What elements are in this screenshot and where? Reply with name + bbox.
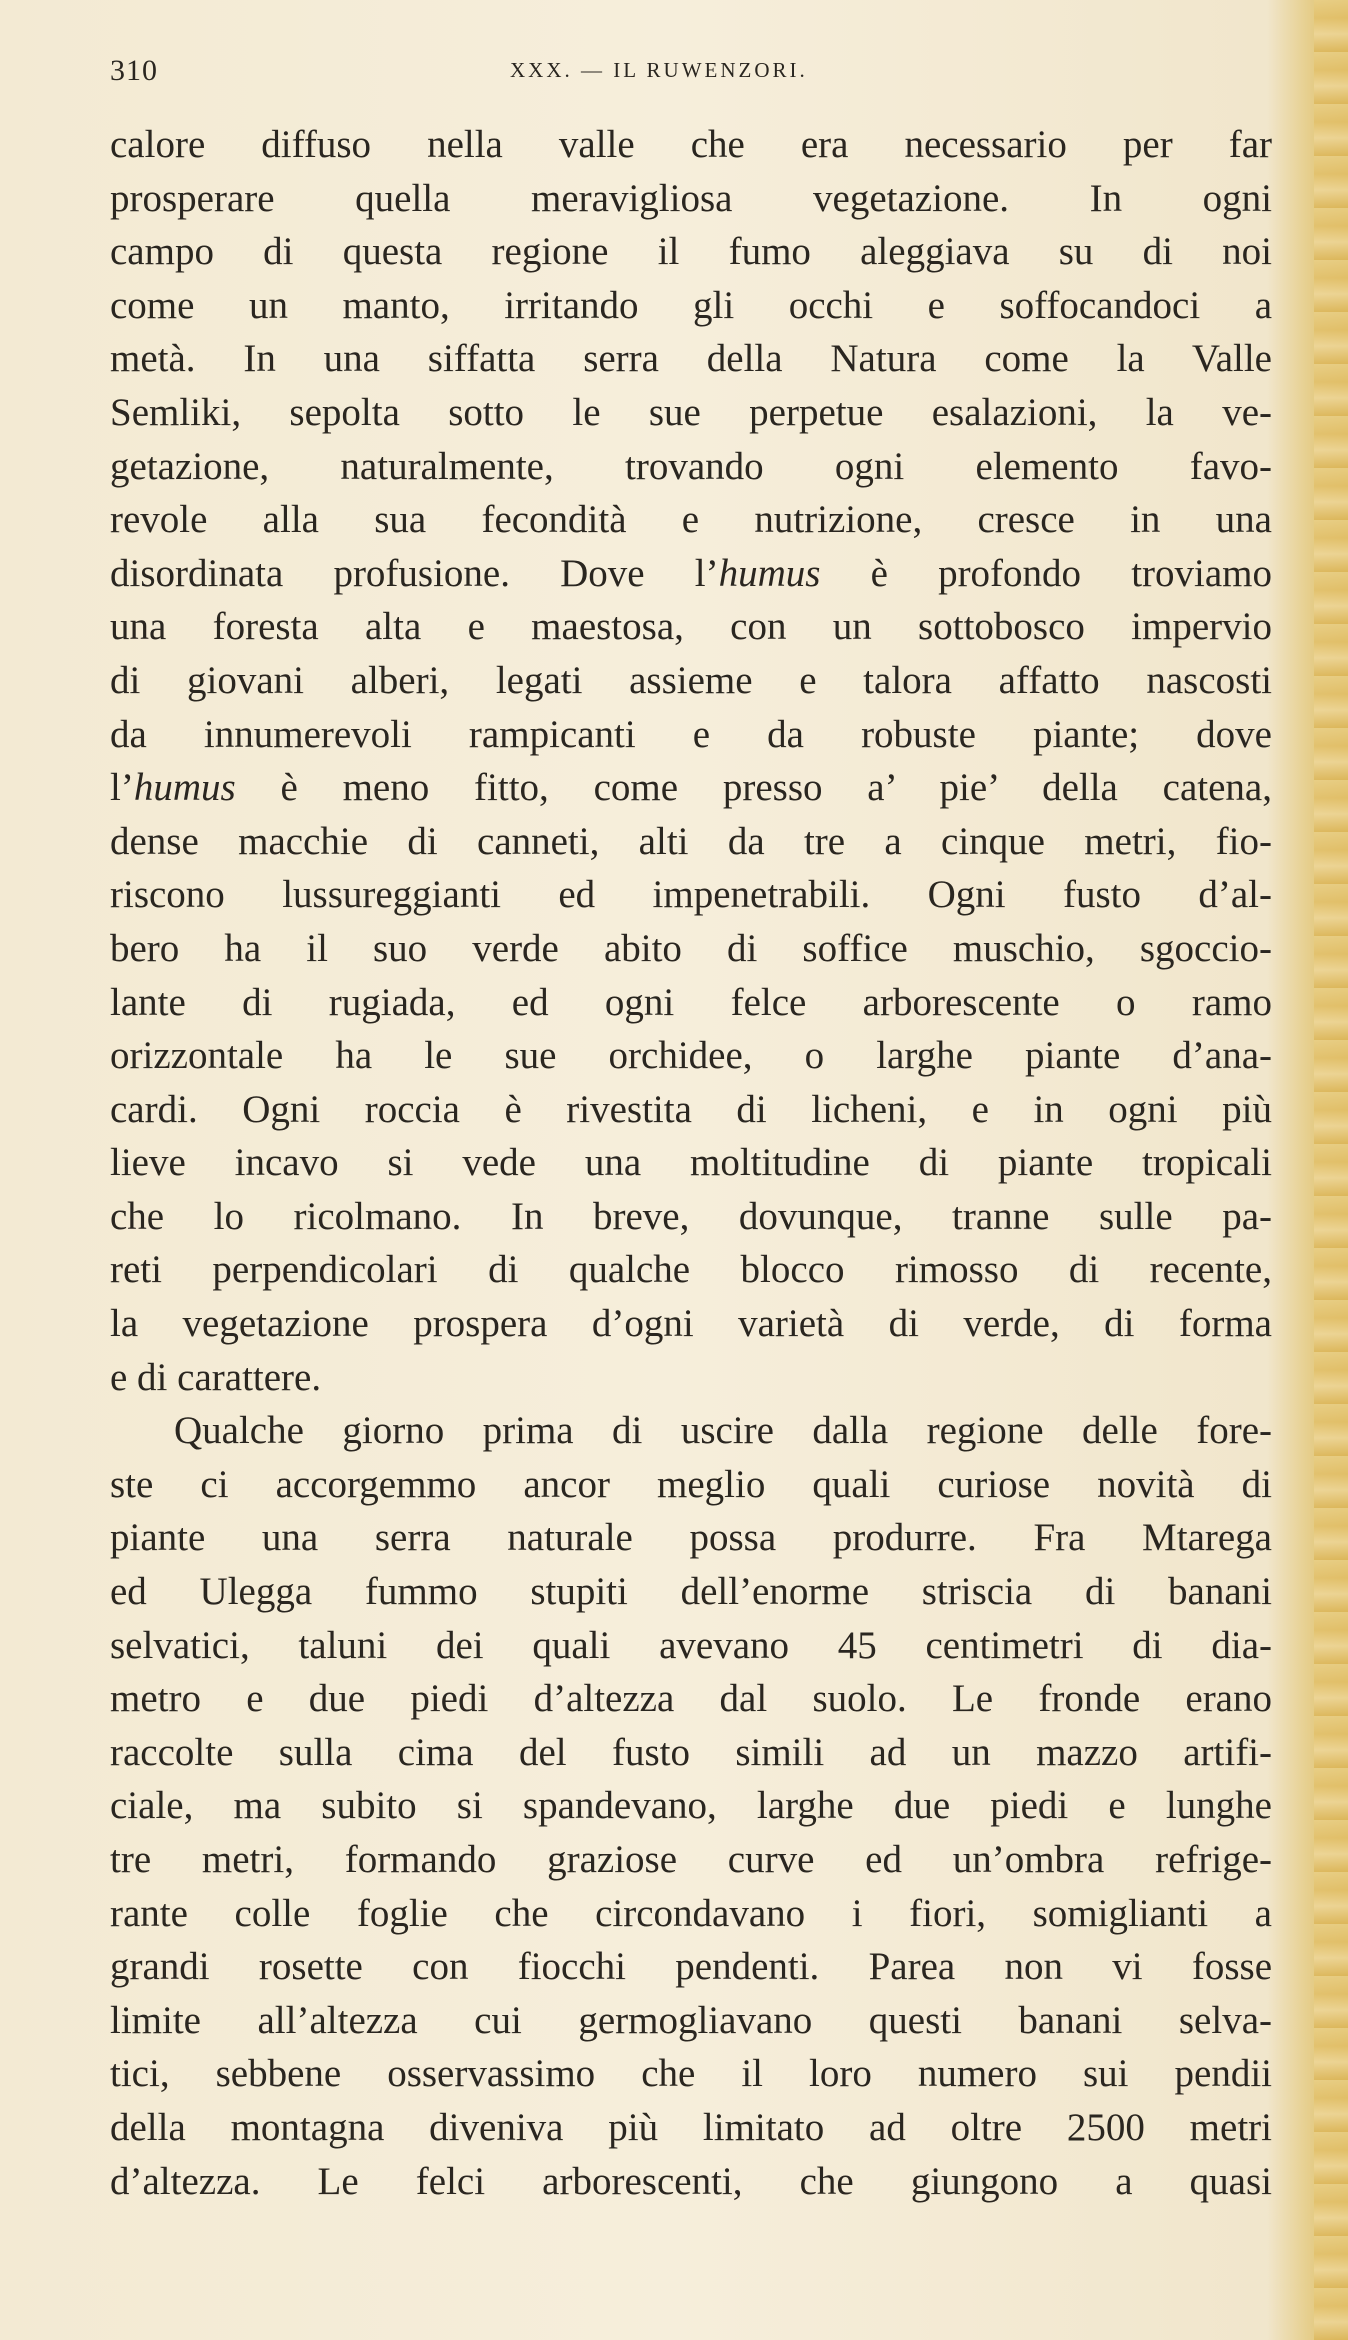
text-line: campo di questa regione il fumo aleggiava su di noi	[110, 230, 1272, 274]
text-line: orizzontale ha le sue orchidee, o larghe piante d’ana-	[110, 1034, 1272, 1078]
text-line: tre metri, formando graziose curve ed un’ombra refrige-	[110, 1838, 1272, 1881]
text-line: Qualche giorno prima di uscire dalla regione delle fore-	[174, 1409, 1272, 1453]
italic-term: humus	[133, 766, 236, 810]
text-line: metro e due piedi d’altezza dal suolo. Le fronde erano	[110, 1677, 1272, 1721]
italic-term: humus	[718, 551, 821, 595]
text-line: una foresta alta e maestosa, con un sottobosco impervio	[110, 605, 1272, 649]
text-line: rante colle foglie che circondavano i fiori, somiglianti a	[110, 1891, 1272, 1935]
text-line: limite all’altezza cui germogliavano questi banani selva-	[110, 1998, 1272, 2042]
page-header	[110, 54, 1270, 94]
text-line: reti perpendicolari di qualche blocco rimosso di recente,	[110, 1248, 1272, 1292]
text-line: da innumerevoli rampicanti e da robuste piante; dove	[110, 712, 1272, 756]
page-number: 310	[110, 54, 158, 87]
text-line-with-italic	[110, 761, 1272, 815]
text-line-with-italic	[110, 547, 1272, 601]
text-line: dense macchie di canneti, alti da tre a cinque metri, fio-	[110, 819, 1272, 863]
text-line: ste ci accorgemmo ancor meglio quali curiose novità di	[110, 1462, 1272, 1506]
text-line: calore diffuso nella valle che era necessario per far	[110, 123, 1272, 166]
running-head: XXX. — IL RUWENZORI.	[510, 58, 808, 82]
text-line: la vegetazione prospera d’ogni varietà di verde, di forma	[110, 1302, 1272, 1346]
text-line: bero ha il suo verde abito di soffice muschio, sgoccio-	[110, 926, 1272, 970]
text-line: metà. In una siffatta serra della Natura come la Valle	[110, 337, 1272, 381]
text-line: piante una serra naturale possa produrre. Fra Mtarega	[110, 1516, 1272, 1560]
text-segment: è profondo troviamo	[820, 551, 1272, 595]
text-segment: l’	[110, 766, 134, 810]
text-segment: è meno fitto, come presso a’ pie’ della catena,	[235, 766, 1272, 810]
text-line: cardi. Ogni roccia è rivestita di licheni, e in ogni più	[110, 1087, 1272, 1131]
text-segment: disordinata profusione. Dove l’	[110, 551, 719, 595]
text-line: ed Ulegga fummo stupiti dell’enorme striscia di banani	[110, 1570, 1272, 1614]
body-text	[110, 118, 1272, 2208]
text-line: ciale, ma subito si spandevano, larghe due piedi e lunghe	[110, 1784, 1272, 1828]
text-line: getazione, naturalmente, trovando ogni elemento favo-	[110, 444, 1272, 488]
text-line: prosperare quella meravigliosa vegetazione. In ogni	[110, 176, 1272, 220]
text-line: tici, sebbene osservassimo che il loro numero sui pendii	[110, 2052, 1272, 2096]
text-line: d’altezza. Le felci arborescenti, che giungono a quasi	[110, 2159, 1272, 2203]
text-line: raccolte sulla cima del fusto simili ad un mazzo artifi-	[110, 1730, 1272, 1774]
text-line: Semliki, sepolta sotto le sue perpetue esalazioni, la ve-	[110, 390, 1272, 434]
text-line: di giovani alberi, legati assieme e talora affatto nascosti	[110, 658, 1272, 702]
text-line: lante di rugiada, ed ogni felce arborescente o ramo	[110, 980, 1272, 1024]
text-line: della montagna diveniva più limitato ad oltre 2500 metri	[110, 2105, 1272, 2149]
text-line: riscono lussureggianti ed impenetrabili. Ogni fusto d’al-	[110, 873, 1272, 917]
page-edge	[1314, 0, 1348, 2340]
text-line: selvatici, taluni dei quali avevano 45 centimetri di dia-	[110, 1623, 1272, 1667]
text-line: e di carattere.	[110, 1355, 322, 1399]
text-line: revole alla sua fecondità e nutrizione, cresce in una	[110, 498, 1272, 542]
text-line: che lo ricolmano. In breve, dovunque, tranne sulle pa-	[110, 1194, 1272, 1238]
text-line: lieve incavo si vede una moltitudine di piante tropicali	[110, 1141, 1272, 1185]
text-line: grandi rosette con fiocchi pendenti. Parea non vi fosse	[110, 1945, 1272, 1989]
text-line: come un manto, irritando gli occhi e soffocandoci a	[110, 283, 1272, 327]
